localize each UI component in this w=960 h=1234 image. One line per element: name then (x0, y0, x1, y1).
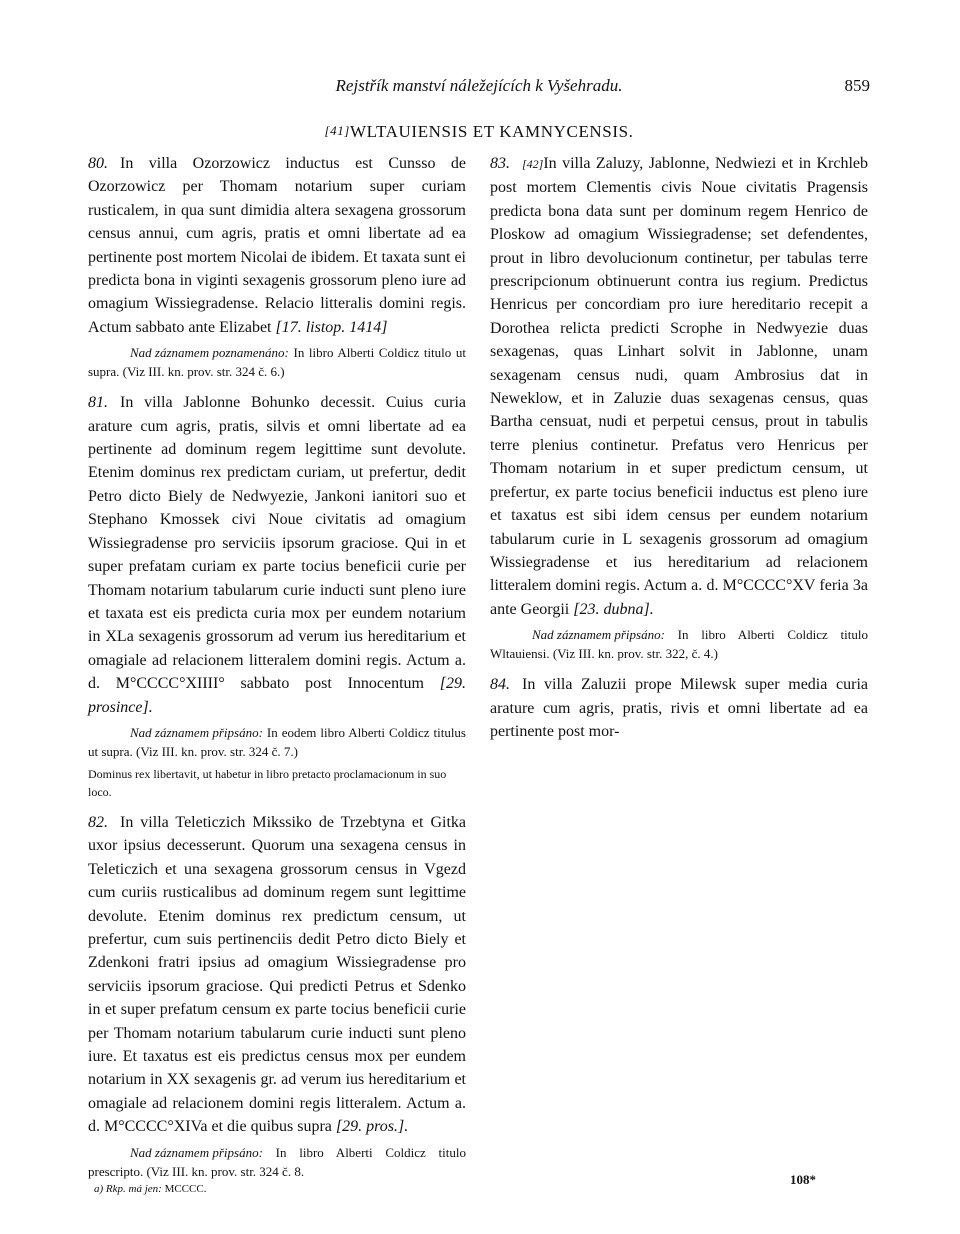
entry-82-number: 82. (88, 813, 108, 831)
page-number: 859 (844, 76, 870, 95)
entry-80-date: [17. listop. 1414] (275, 318, 388, 336)
entry-82-start (88, 811, 466, 1195)
section-heading: WLTAUIENSIS ET KAMNYCENSIS. (349, 122, 634, 141)
entry-82-note (88, 1143, 466, 1181)
entry-80-note-lead: Nad záznamem poznamenáno: (130, 345, 289, 361)
entry-84-body (490, 673, 868, 743)
entry-83-body (490, 152, 868, 621)
entry-84 (490, 673, 868, 743)
entry-83-text: In villa Zaluzy, Jablonne, Nedwiezi et in Krchleb post mortem Clementis civis Noue civitatis Pragensis predicta bona data sunt per dominum regem Henrico de Ploskow ad omagium Wissiegradense; set defendentes, prout in libro devolucionum continetur, per tabulas terre prescripcionum obtinuerunt contra ius regium. Predictus Henricus per concordiam pro iure hereditario recepit a Dorothea relicta predicti Scrophe in Nedwyezie duas sexagenas, quas Linhart solvit in Jablonne, unam sexagenam census nudi, quam Ambrosius dat in Neweklow, et in Zaluzie duas sexagenas census, quas Bartha censuat, nudi et perpetui census, prout in tabulis terre plenius continetur. Prefatus vero Henricus per Thomam notarium in et super predictum censum, ut prefertur, ex parte tocius beneficii inductus est pleno iure et taxatus est sibi idem census per eundem notarium tabularum curie in L sexagenis grossorum ad omagium Wissiegradense et ius hereditarium ad relacionem litteralem domini regis. Actum a. d. M°CCCC°XV feria 3a ante Georgii (490, 155, 868, 618)
entry-81-date: [29. prosince]. (88, 675, 466, 716)
footnote-label: a) Rkp. má jen: (94, 1182, 162, 1195)
entry-82-note-text: In libro Alberti Coldicz titulo prescripto. (Viz III. kn. prov. str. 324 č. 8. (88, 1144, 466, 1179)
running-title: Rejstřík manství náležejících k Vyšehradu. (335, 76, 623, 95)
entry-83-note (490, 625, 868, 663)
entry-83-note-text: In libro Alberti Coldicz titulo Wltauiensi. (Viz III. kn. prov. str. 322, č. 4.) (490, 627, 868, 662)
entry-83-number: 83. (490, 155, 510, 172)
signature-mark: 108* (790, 1172, 816, 1187)
entry-80-text: In villa Ozorzowicz inductus est Cunsso de Ozorzowicz per Thomam notarium super curiam rusticalem, in qua sunt dimidia altera sexagena grossorum census annui, cum agris, pratis et omni libertate ad ea pertinente post mortem Nicolai de ibidem. Et taxata sunt ei predicta bona in viginti sexagenis grossorum pleno iure ad omagium Wissiegradense. Relacio litteralis domini regis. Actum sabbato ante Elizabet (88, 155, 466, 336)
entry-84-number: 84. (490, 676, 510, 694)
section-title (88, 122, 870, 142)
entry-80 (88, 152, 466, 381)
entry-81-text: In villa Jablonne Bohunko decessit. Cuius curia arature cum agris, pratis, silvis et omni libertate ad ea pertinente ad dominum regem legittime sunt devolute. Etenim dominus rex predictam curiam, ut prefertur, dedit Petro dicto Biely de Nedwyezie, Jankoni ianitori suo et Stephano Kmossek civi Noue civitatis ad omagium Wissiegradense pro serviciis ipsorum graciose. Qui in et super prefatam curiam ex parte tocius beneficii curie per Thomam notarium tabularum curie inducti sunt pleno iure et taxata est eis predicta curia mox per eundem notarium in XLa sexagenis grossorum ad verum ius hereditarium et omagiale ad relacionem litteralem domini regis. Actum a. d. M°CCCC°XIIII° sabbato post Innocentum (88, 394, 466, 693)
section-index: [41] (324, 123, 350, 138)
entry-83 (490, 152, 868, 663)
entry-81-note-text: In eodem libro Alberti Coldicz titulus ut supra. (Viz III. kn. prov. str. 324 č. 7.) (88, 724, 466, 759)
entry-82-footnote (88, 1183, 466, 1195)
entry-81-body (88, 391, 466, 719)
entry-81-number: 81. (88, 394, 108, 412)
column-left (88, 152, 466, 1205)
entry-82-note-lead: Nad záznamem připsáno: (130, 1144, 263, 1160)
entry-83-index: [42] (522, 157, 544, 171)
entry-83-note-lead: Nad záznamem připsáno: (532, 627, 665, 643)
entry-83-date: [23. dubna]. (573, 600, 654, 618)
entry-82-date: [29. pros.]. (335, 1118, 409, 1136)
entry-80-number: 80. (88, 155, 108, 172)
entry-82-text: In villa Teleticzich Mikssiko de Trzebtyna et Gitka uxor ipsius decesserunt. Quorum una sexagena census in Teleticzich et una sexagena grossorum census in Vgezd cum curiis rusticalibus ad dominum regem sunt legittime devolute. Etenim dominus rex predictum censum, ut prefertur, cum suis pertinenciis dedit Petro dicto Biely et Zdenkoni fratri ipsius ad omagium Wissiegradense pro serviciis ipsorum graciose. Qui predicti Petrus et Sdenko in et super prefatum censum ex parte tocius beneficii curie per Thomam notarium tabularum curie inducti sunt pleno iure. Et taxatus est eis predictus census mox per eundem notarium in XX sexagenis gr. ad verum ius hereditarium et omagiale ad relacionem domini regis litteralem. Actum a. d. M°CCCC°XIVa et die quibus supra (88, 813, 466, 1136)
entry-81 (88, 391, 466, 801)
entry-81-note-2: Dominus rex libertavit, ut habetur in libro pretacto proclamacionum in suo loco. (88, 766, 447, 799)
footnote-text: MCCCC. (161, 1182, 207, 1195)
entry-80-note-text: In libro Alberti Coldicz titulo ut supra. (Viz III. kn. prov. str. 324 č. 6.) (88, 345, 466, 380)
entry-80-note (88, 343, 466, 381)
entry-80-body (88, 152, 466, 339)
column-right (490, 152, 868, 753)
entry-81-note (88, 723, 466, 761)
entry-82-body (88, 811, 466, 1139)
entry-81-note-lead: Nad záznamem připsáno: (130, 724, 263, 740)
entry-84-text: In villa Zaluzii prope Milewsk super media curia arature cum agris, pratis, rivis et omni libertate ad ea pertinente post mor- (490, 676, 868, 740)
page-header (88, 76, 870, 100)
